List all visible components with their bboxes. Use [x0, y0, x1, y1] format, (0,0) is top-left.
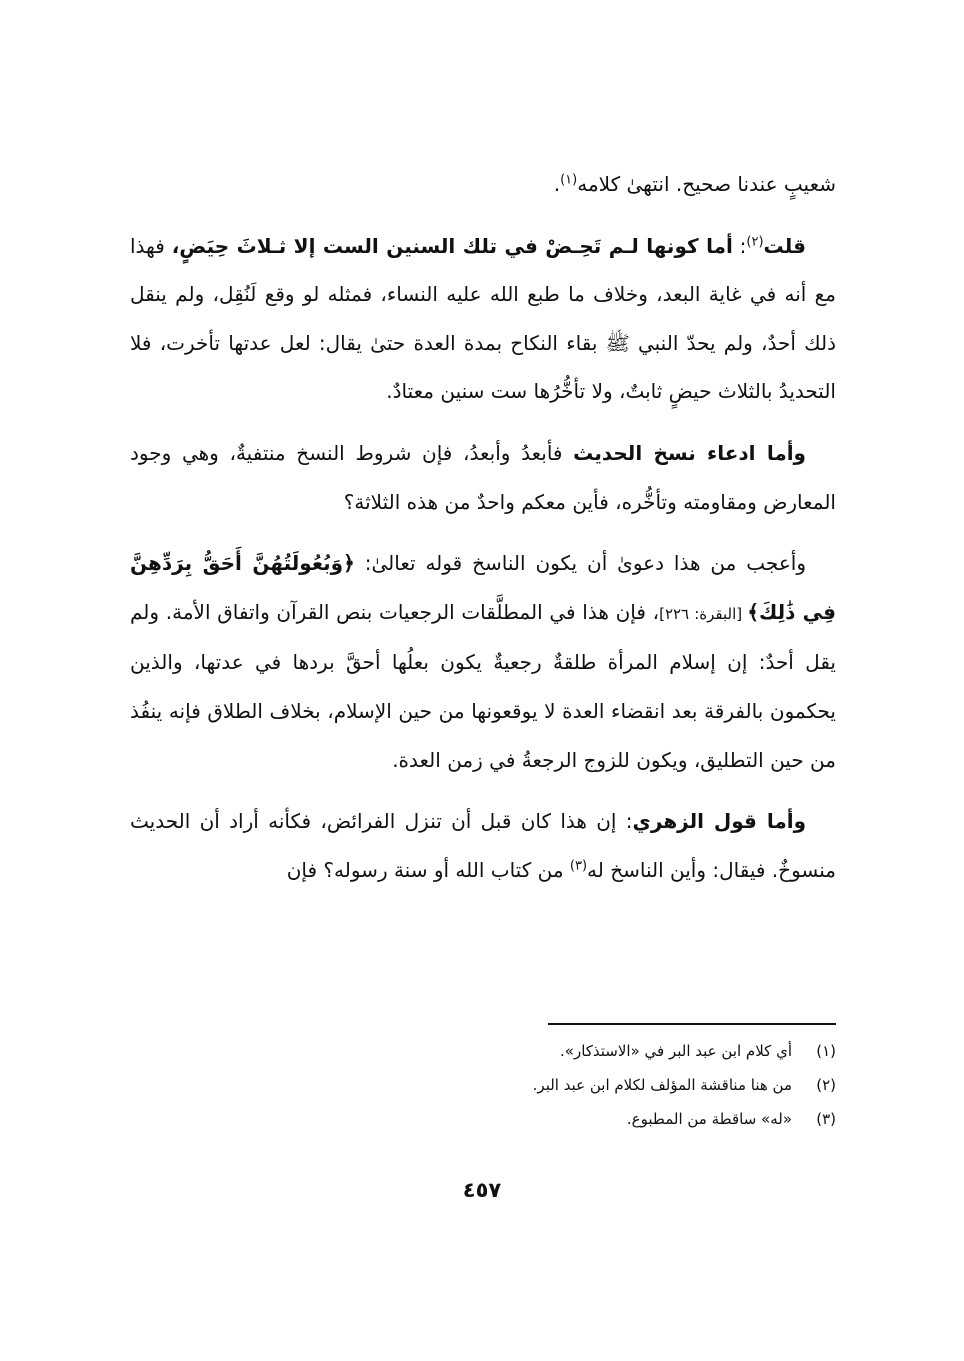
- paragraph-1: [130, 160, 836, 209]
- paragraph-3-bold: وأما ادعاء نسخ الحديث: [573, 440, 806, 465]
- footnote-ref-3[interactable]: (٣): [569, 858, 588, 874]
- footnote-2: [400, 1068, 836, 1102]
- footnote-number: (١): [816, 1042, 836, 1060]
- quran-verse: ﴿وَبُعُولَتُهُنَّ أَحَقُّ بِرَدِّهِنَّ فِي ذَٰلِكَ﴾: [130, 551, 836, 624]
- footnote-text: من هنا مناقشة المؤلف لكلام ابن عبد البر.: [532, 1076, 792, 1094]
- paragraph-5: [130, 797, 836, 894]
- footnote-number: (٢): [816, 1076, 836, 1094]
- footnote-text: «له» ساقطة من المطبوع.: [626, 1110, 792, 1128]
- paragraph-5-rest: : إن هذا كان قبل أن تنزل الفرائض، فكأنه أراد أن الحديث منسوخٌ. فيقال: وأين الناسخ له: [130, 809, 836, 882]
- paragraph-5-bold: وأما قول الزهري: [632, 809, 806, 834]
- footnote-text: أي كلام ابن عبد البر في «الاستذكار».: [560, 1042, 792, 1060]
- paragraph-1-text: شعيبٍ عندنا صحيح. انتهىٰ كلامه: [577, 172, 836, 196]
- paragraph-3: [130, 429, 836, 526]
- footnote-3: [400, 1102, 836, 1136]
- paragraph-2-bold: أما كونها لـم تَحِـضْ في تلك السنين الست إلا ثـلاثَ حِيَضٍ،: [171, 233, 733, 258]
- footnote-number: (٣): [816, 1110, 836, 1128]
- paragraph-4-rest: ، فإن هذا في المطلَّقات الرجعيات بنص القرآن واتفاق الأمة. ولم يقل أحدٌ: إن إسلام المرأة طلقةٌ رجعيةٌ يكون بعلُها أحقَّ بردها في عدتها، والذين يحكمون بالفرقة بعد انقضاء العدة لا يوقعونها من حين الإسلام، بخلاف الطلاق فإنه ينفُذ من حين التطليق، ويكون للزوج الرجعةُ في زمن العدة.: [130, 599, 836, 772]
- footnotes: [400, 1034, 836, 1136]
- paragraph-2: [130, 222, 836, 416]
- paragraph-5-tail: من كتاب الله أو سنة رسوله؟ فإن: [286, 857, 570, 882]
- paragraph-4: [130, 539, 836, 784]
- footnote-ref-2[interactable]: (٢): [746, 233, 764, 249]
- paragraph-2-lead: قلت: [763, 233, 806, 258]
- paragraph-4-intro: وأعجب من هذا دعوىٰ أن يكون الناسخ قوله تعالىٰ:: [354, 551, 806, 576]
- paragraph-1-end: .: [553, 172, 561, 196]
- paragraph-2-colon: :: [732, 233, 747, 258]
- page-number: ٤٥٧: [462, 1178, 502, 1202]
- paragraph-2-rest: فهذا مع أنه في غاية البعد، وخلاف ما طبع الله عليه النساء، فمثله لو وقع لَنُقِل، ولم ينقل ذلك أحدٌ، ولم يحدّ النبي ﷺ بقاء النكاح بمدة العدة حتىٰ يقال: لعل عدتها تأخرت، فلا التحديدُ بالثلاث حيضٍ ثابتٌ، ولا تأخُّرُها ست سنين معتادٌ.: [130, 233, 836, 404]
- footnote-1: [400, 1034, 836, 1068]
- footnote-ref-1[interactable]: (١): [560, 172, 578, 188]
- footnote-separator: [548, 1023, 836, 1025]
- paragraph-3-rest: فأبعدُ وأبعدُ، فإن شروط النسخ منتفيةٌ، وهي وجود المعارض ومقاومته وتأخُّره، فأين معكم واحدٌ من هذه الثلاثة؟: [130, 440, 836, 514]
- verse-reference: [البقرة: ٢٢٦]: [659, 604, 748, 623]
- main-text: [130, 160, 836, 907]
